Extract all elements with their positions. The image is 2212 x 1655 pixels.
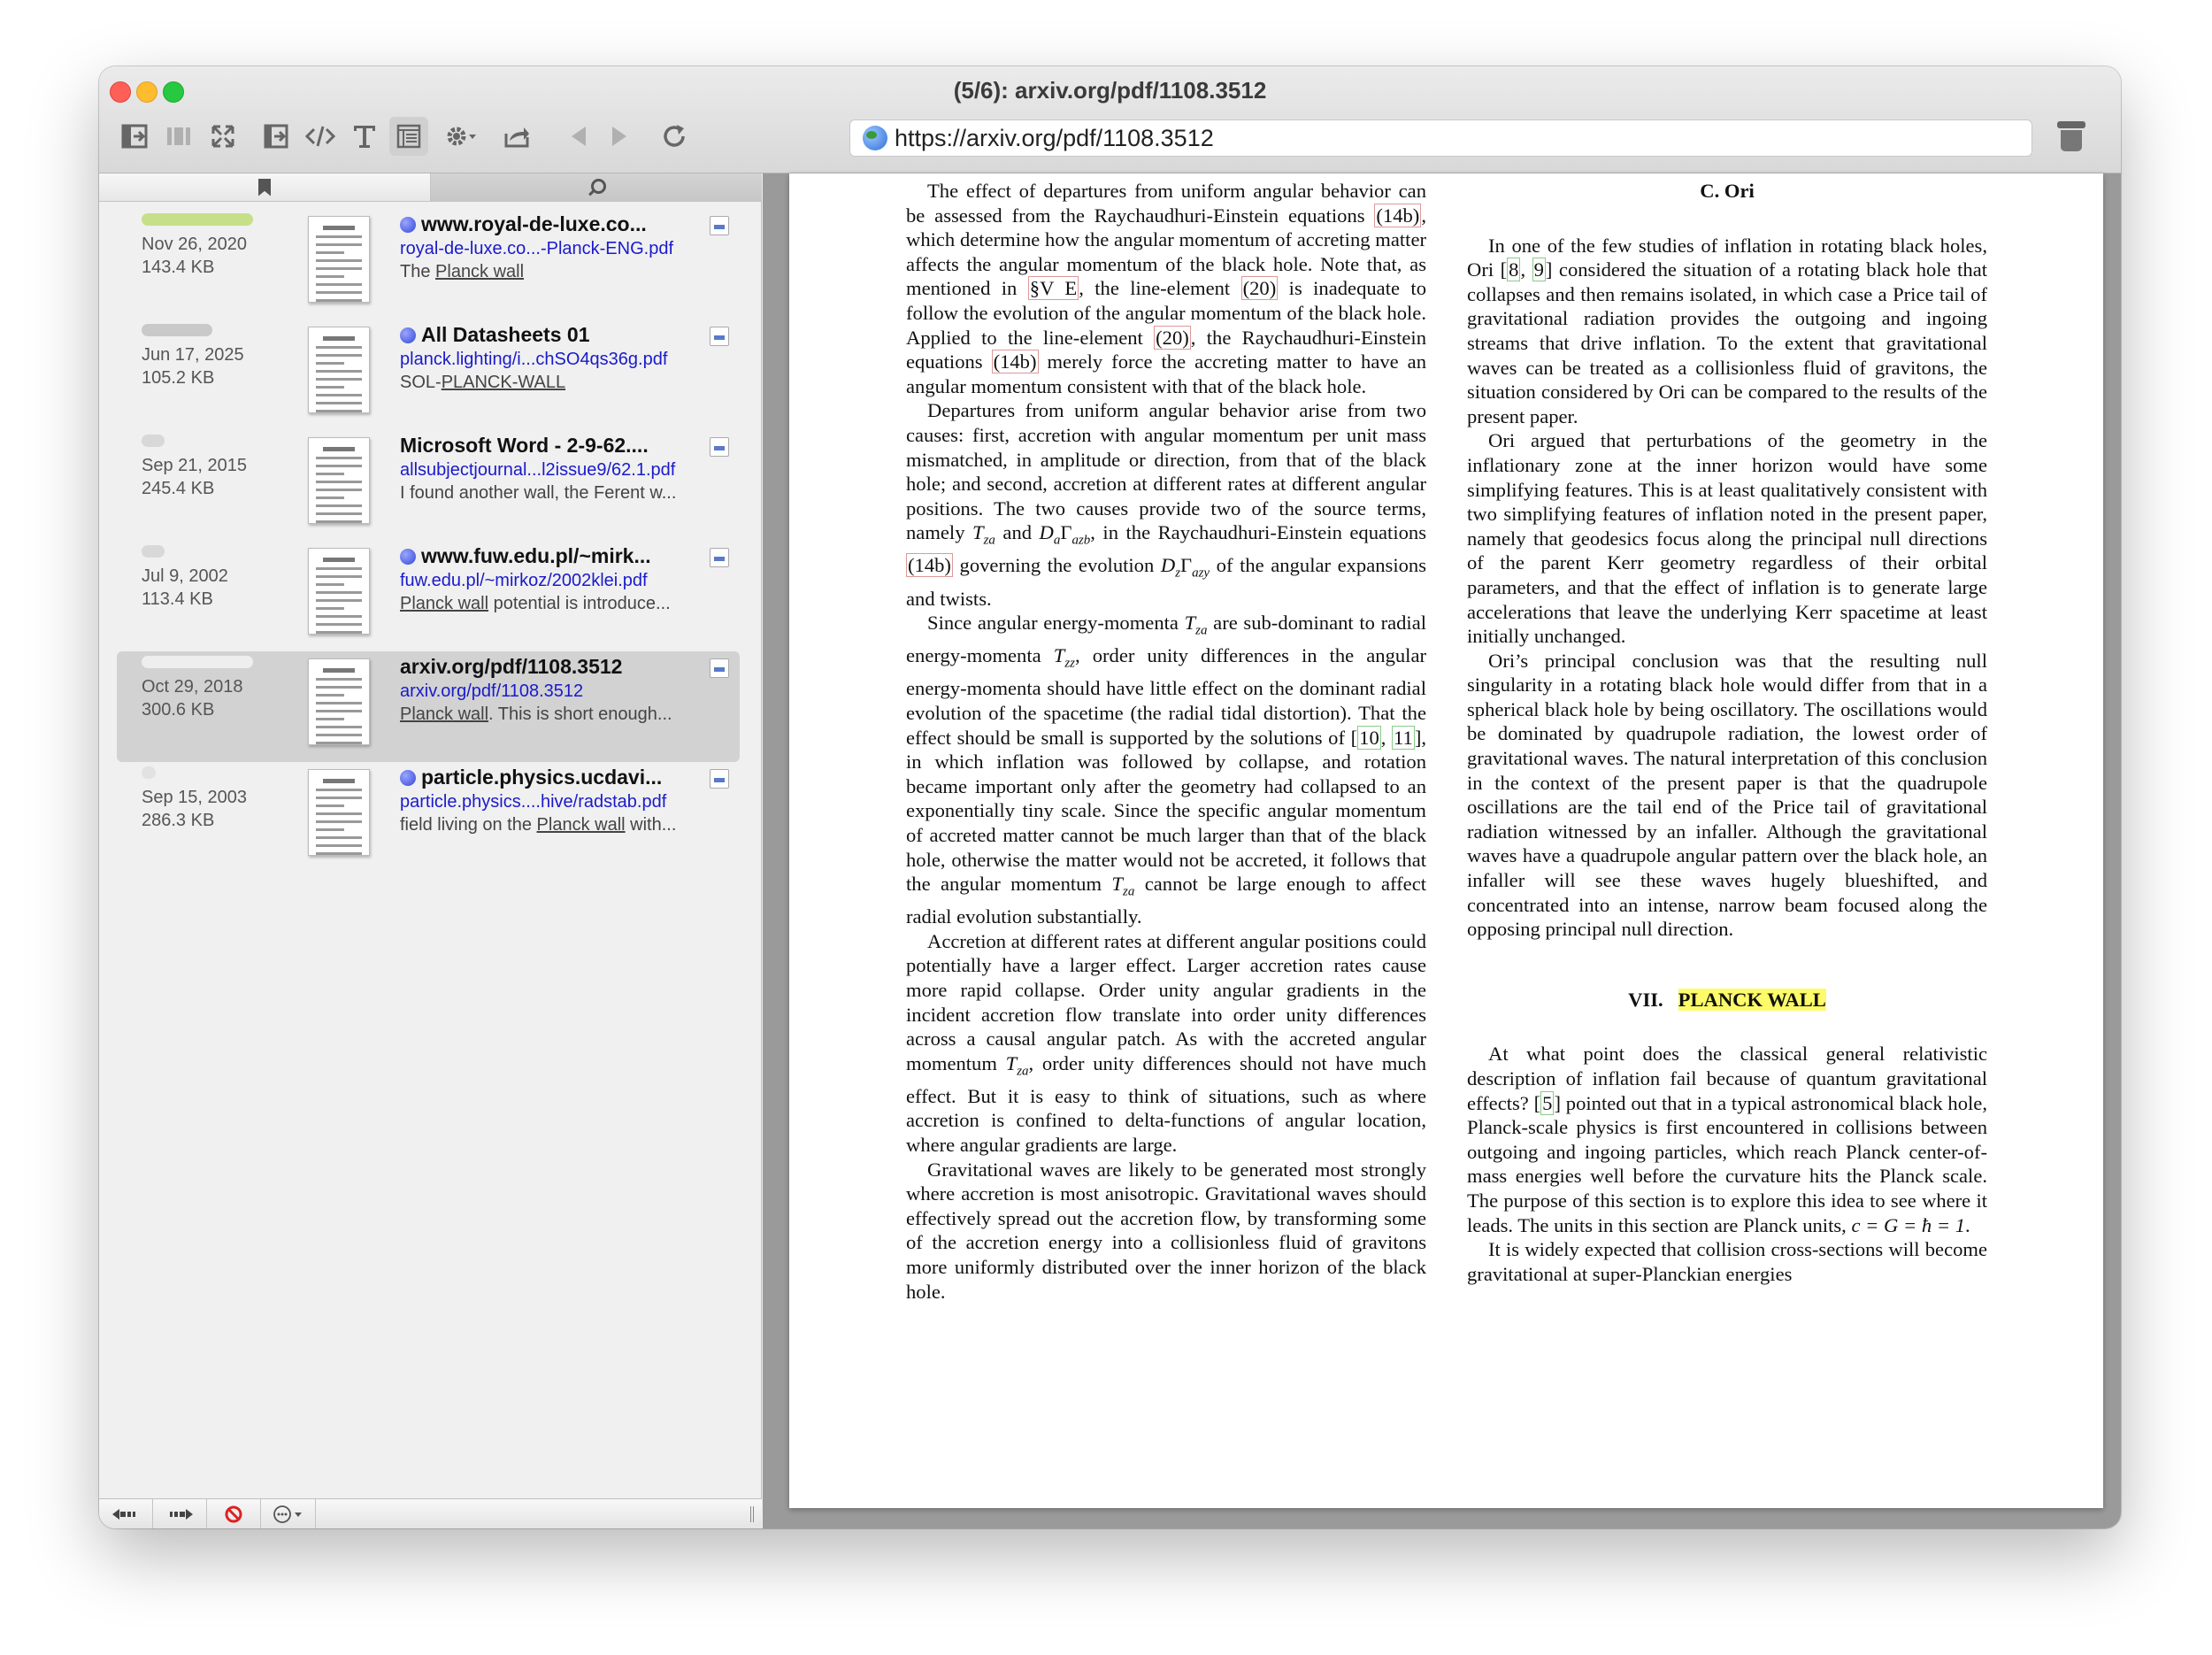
file-size: 113.4 KB: [142, 589, 213, 609]
toggle-sidebar-icon[interactable]: [115, 117, 154, 156]
highlighted-search-term: PLANCK WALL: [1678, 988, 1826, 1011]
bookmark-icon: [258, 179, 271, 196]
item-title: Microsoft Word - 2-9-62....: [400, 434, 649, 457]
paragraph: Gravitational waves are likely to be generated most strongly where accretion is most anisotropic. Gravitational waves should effectively spread out the accretion flow, by transforming some of the accretion energy into a collisionless fluid of gravitons more uniformly distributed over the inner horizon of the black hole.: [906, 1158, 1426, 1303]
move-to-tab-icon[interactable]: [257, 117, 296, 156]
citation-link[interactable]: 11: [1394, 726, 1413, 749]
left-column: [906, 179, 1426, 1304]
equation-link[interactable]: (14b): [1376, 204, 1420, 227]
file-size: 300.6 KB: [142, 700, 215, 720]
citation-link[interactable]: 5: [1542, 1091, 1553, 1114]
pdf-viewer[interactable]: [763, 173, 2121, 1528]
split-view-icon[interactable]: [159, 117, 198, 156]
resize-handle-icon[interactable]: [742, 1499, 762, 1529]
item-url[interactable]: particle.physics....hive/radstab.pdf: [400, 792, 667, 812]
page-thumbnail: [308, 437, 370, 524]
paragraph: Ori’s principal conclusion was that the resulting null singularity in a rotating black hole would differ from that in a spherical black hole by being oscillatory. The oscillations would be dominated by quadrupole radiation, the lowest order of gravitational waves. The natural interpretation of this conclusion in the context of the present paper is that the quadrupole oscillations are the tail end of the Price tail of gravitational radiation witnessed by an infaller. Although the gravitational waves have a quadrupole angular pattern over the black hole, an infaller will see these waves hugely blueshifted, and concentrated into an intense, narrow beam focused along the opposing principal null direction.: [1467, 649, 1987, 941]
visit-date: Jul 9, 2002: [142, 566, 228, 586]
globe-icon: [400, 217, 416, 233]
citation-link[interactable]: 8: [1509, 258, 1519, 281]
list-item[interactable]: [117, 430, 740, 541]
list-item[interactable]: [117, 651, 740, 762]
item-title: All Datasheets 01: [400, 323, 674, 347]
sidebar-tabs: [99, 173, 762, 202]
pdf-document-icon: [710, 548, 729, 567]
visit-date: Oct 29, 2018: [142, 677, 243, 697]
address-bar-url[interactable]: https://arxiv.org/pdf/1108.3512: [895, 124, 1214, 151]
visit-date: Nov 26, 2020: [142, 235, 247, 254]
back-arrow-icon[interactable]: [559, 117, 598, 156]
list-item[interactable]: [117, 209, 740, 319]
settings-gear-icon[interactable]: [442, 117, 481, 156]
paragraph: Departures from uniform angular behavior arise from two causes: first, accretion with angular momentum per unit mass mismatched, in amplitude or direction, from that of the black hole; and second, accretion at different rates at different angular positions. The two causes provide two of the source terms, namely $T_{za}$ and $D_a\Gamma_{azb}$, in the Raychaudhuri-Einstein equations (14b) governing the evolution $D_z\Gamma_{azy}$ of the angular expansions and twists.: [906, 399, 1427, 610]
item-title: www.royal-de-luxe.co...: [400, 212, 674, 236]
reload-icon[interactable]: [655, 117, 694, 156]
item-snippet: Planck wall. This is short enough...: [400, 704, 672, 724]
item-snippet: field living on the Planck wall with...: [400, 815, 677, 835]
pdf-document-icon: [710, 658, 729, 678]
color-label: [142, 435, 165, 447]
pdf-document-icon: [710, 769, 729, 789]
color-label: [142, 213, 253, 226]
right-column: [1467, 179, 1987, 1286]
visit-date: Sep 21, 2015: [142, 456, 247, 475]
item-snippet: Planck wall potential is introduce...: [400, 594, 671, 613]
item-title: www.fuw.edu.pl/~mirk...: [400, 544, 674, 568]
more-options-button[interactable]: [261, 1499, 315, 1529]
color-label: [142, 656, 253, 668]
equation-link[interactable]: (14b): [993, 350, 1037, 373]
paragraph: The effect of departures from uniform angular behavior can be assessed from the Raychaudhuri-Einstein equations (14b), which determine how the angular momentum of accreting matter affects the angular momentum of the black hole. Note that, as mentioned in §V E, the line-element (20) is inadequate to follow the evolution of the angular momentum of the black hole. Applied to the line-element (20), the Raychaudhuri-Einstein equations (14b) merely force the accreting matter to have an angular momentum consistent with that of the black hole.: [906, 180, 1426, 397]
visit-date: Sep 15, 2003: [142, 788, 247, 807]
paragraph: Ori argued that perturbations of the geometry in the inflationary zone at the inner horizon would have some simplifying features. This is at least qualitatively consistent with two simplifying features of inflation noted in the present paper, namely that geodesics focus along the principal null directions of the parent Kerr geometry regardless of their orbital parameters, and that the effect of inflation is to generate large accelerations that leave the underlying Kerr spacetime at least initially unchanged.: [1467, 429, 1987, 648]
item-url[interactable]: fuw.edu.pl/~mirkoz/2002klei.pdf: [400, 571, 648, 590]
color-label: [142, 324, 212, 336]
page-thumbnail: [308, 769, 370, 856]
file-size: 245.4 KB: [142, 479, 215, 498]
list-item[interactable]: [117, 541, 740, 651]
item-url[interactable]: arxiv.org/pdf/1108.3512: [400, 681, 584, 701]
globe-icon: [400, 770, 416, 786]
section-heading: C. Ori: [1700, 180, 1755, 202]
equation-link[interactable]: (20): [1156, 326, 1189, 349]
item-snippet: SOL-PLANCK-WALL: [400, 373, 566, 392]
fullscreen-icon[interactable]: [204, 117, 242, 156]
page-layout-icon[interactable]: [389, 117, 428, 156]
move-left-button[interactable]: [99, 1499, 153, 1529]
bottom-bar-spacer: [315, 1499, 742, 1529]
window-title: (5/6): arxiv.org/pdf/1108.3512: [953, 77, 1267, 104]
page-thumbnail: [308, 658, 370, 745]
page-thumbnail: [308, 216, 370, 303]
paragraph: In one of the few studies of inflation in rotating black holes, Ori [8, 9] considered the situation of a rotating black hole that collapses and then remains isolated, in which case a Price tail of gravitational radiation provides the outgoing and ingoing streams that drive inflation. To the extent that gravitational waves can be treated as a collisionless fluid of gravitons, the situation considered by Ori can be compared to the results of the present paper.: [1467, 234, 1987, 427]
globe-icon: [400, 327, 416, 343]
item-url[interactable]: royal-de-luxe.co...-Planck-ENG.pdf: [400, 239, 674, 258]
equation-link[interactable]: (14b): [908, 554, 951, 577]
paragraph: Accretion at different rates at different angular positions could potentially have a larger effect. Larger accretion rates cause more rapid collapse. Order unity angular gradients in the incident accretion flow translate into order unity differences across a causal angular patch. As with the accreted angular momentum $T_{za}$, order unity differences should not have much effect. But it is easy to think of situations, such as where accretion is confined to delta-functions of angular location, where angular gradients are large.: [906, 929, 1426, 1157]
file-size: 105.2 KB: [142, 368, 215, 388]
page-thumbnail: [308, 548, 370, 635]
paragraph: At what point does the classical general relativistic description of inflation fail because of quantum gravitational effects? [5] pointed out that in a typical astronomical black hole, Planck-scale physics is first encountered in collisions between outgoing and ingoing particles, which reach Planck center-of-mass energies well before the curvature hits the Planck scale. The purpose of this section is to explore this idea to see where it leads. The units in this section are Planck units, c = G = ħ = 1.: [1467, 1043, 1987, 1236]
pdf-document-icon: [710, 327, 729, 346]
item-snippet: I found another wall, the Ferent w...: [400, 483, 677, 503]
page-thumbnail: [308, 327, 370, 413]
tab-search[interactable]: [430, 173, 762, 201]
paragraph: It is widely expected that collision cross-sections will become gravitational at super-Planckian energies: [1467, 1238, 1987, 1285]
section-heading: VII. PLANCK WALL: [1628, 988, 1826, 1011]
tab-bookmarks[interactable]: [99, 173, 430, 201]
color-label: [142, 545, 165, 558]
forward-arrow-icon[interactable]: [600, 117, 639, 156]
citation-link[interactable]: 9: [1533, 258, 1544, 281]
globe-icon: [863, 126, 887, 150]
section-link[interactable]: §V E: [1029, 277, 1078, 300]
share-icon[interactable]: [497, 117, 536, 156]
pdf-page: [789, 173, 2103, 1508]
address-bar[interactable]: [849, 119, 2032, 157]
list-item[interactable]: [117, 319, 740, 430]
browser-window: [99, 66, 2121, 1528]
move-right-button[interactable]: [153, 1499, 207, 1529]
item-title: arxiv.org/pdf/1108.3512: [400, 655, 623, 678]
history-sidebar: [99, 173, 762, 1528]
title-bar: [99, 66, 2121, 173]
pdf-document-icon: [710, 216, 729, 235]
citation-link[interactable]: 10: [1359, 726, 1379, 749]
search-icon: [588, 179, 605, 196]
file-size: 143.4 KB: [142, 258, 215, 277]
sidebar-bottom-bar: [99, 1498, 762, 1528]
visit-date: Jun 17, 2025: [142, 345, 244, 365]
reader-text-icon[interactable]: [345, 117, 384, 156]
file-size: 286.3 KB: [142, 811, 215, 830]
remove-button[interactable]: [207, 1499, 261, 1529]
item-url[interactable]: planck.lighting/i...chSO4qs36g.pdf: [400, 350, 668, 369]
globe-icon: [400, 549, 416, 565]
item-title: particle.physics.ucdavi...: [400, 766, 674, 789]
paragraph: Since angular energy-momenta $T_{za}$ are sub-dominant to radial energy-momenta $T_{zz}$, order unity differences in the angular energy-momenta should have little effect on the dominant radial evolution of the spacetime (the radial tidal distortion). That the effect should be small is supported by the solutions of [10, 11], in which inflation was followed by collapse, and rotation became important only after the geometry had collapsed to an exponentially tiny scale. Since the specific angular momentum of accreted matter cannot be much larger than that of the black hole, otherwise the matter would not be accreted, it follows that the angular momentum $T_{za}$ cannot be large enough to affect radial evolution substantially.: [906, 612, 1427, 928]
color-label: [142, 766, 156, 779]
item-snippet: The Planck wall: [400, 262, 525, 281]
item-url[interactable]: allsubjectjournal...l2issue9/62.1.pdf: [400, 460, 676, 480]
list-item[interactable]: [117, 762, 740, 873]
equation-link[interactable]: (20): [1242, 277, 1277, 300]
pdf-document-icon: [710, 437, 729, 457]
trash-icon[interactable]: [2057, 121, 2085, 151]
source-code-icon[interactable]: [301, 117, 340, 156]
